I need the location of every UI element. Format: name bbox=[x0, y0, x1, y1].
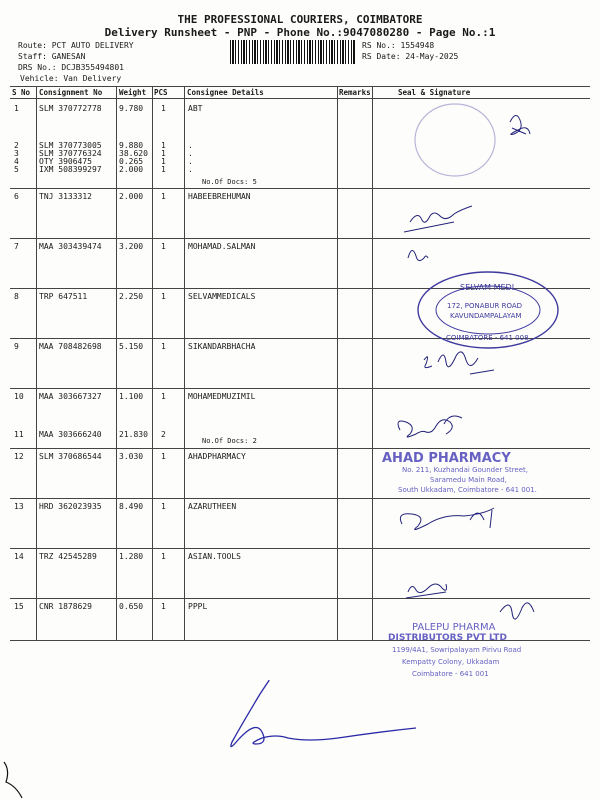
row-wt: 2.250 bbox=[119, 292, 144, 301]
selvam-stamp-address: KAVUNDAMPALAYAM bbox=[450, 312, 522, 320]
row-wt: 5.150 bbox=[119, 342, 144, 351]
row-consignee: AZARUTHEEN bbox=[188, 502, 237, 511]
row-pcs: 1 bbox=[161, 157, 166, 166]
row-cno: SLM 370776324 bbox=[39, 149, 102, 158]
large-signature bbox=[231, 681, 416, 747]
palepu-stamp-address: Coimbatore - 641 001 bbox=[412, 670, 489, 678]
docs-count-note: No.Of Docs: 5 bbox=[202, 178, 257, 186]
row-separator bbox=[10, 388, 590, 389]
runsheet-subtitle: Delivery Runsheet - PNP - Phone No.:9047080280 - Page No.:1 bbox=[104, 26, 496, 39]
row-separator bbox=[10, 598, 590, 599]
row-separator bbox=[10, 498, 590, 499]
row-cno: MAA 303666240 bbox=[39, 430, 102, 439]
row-wt: 21.830 bbox=[119, 430, 148, 439]
row-sno: 14 bbox=[14, 552, 24, 561]
col-divider bbox=[36, 86, 37, 640]
row-sno: 5 bbox=[14, 165, 19, 174]
row-wt: 9.780 bbox=[119, 104, 144, 113]
row-pcs: 1 bbox=[161, 141, 166, 150]
row-sno: 12 bbox=[14, 452, 24, 461]
palepu-stamp-name: PALEPU PHARMA bbox=[412, 622, 496, 633]
row-wt: 0.650 bbox=[119, 602, 144, 611]
row-pcs: 2 bbox=[161, 430, 166, 439]
row-consignee: MOHAMAD.SALMAN bbox=[188, 242, 256, 251]
selvam-stamp-inner bbox=[436, 286, 540, 334]
signature-row13 bbox=[400, 508, 494, 530]
palepu-stamp-address: Kempatty Colony, Ukkadam bbox=[402, 658, 500, 666]
row-sno: 2 bbox=[14, 141, 19, 150]
selvam-stamp-city: COIMBATORE - 641 008 bbox=[446, 334, 529, 342]
drs-number: DRS No.: DCJB355494801 bbox=[18, 63, 124, 72]
row-consignee: HABEEBREHUMAN bbox=[188, 192, 251, 201]
row-wt: 1.100 bbox=[119, 392, 144, 401]
row-sno: 7 bbox=[14, 242, 19, 251]
row-consignee: . bbox=[188, 141, 193, 150]
company-title: THE PROFESSIONAL COURIERS, COIMBATORE bbox=[177, 13, 423, 26]
col-header-pcs: PCS bbox=[154, 88, 168, 97]
row-separator bbox=[10, 238, 590, 239]
docs-count-note: No.Of Docs: 2 bbox=[202, 437, 257, 445]
col-divider bbox=[337, 86, 338, 640]
row-sno: 8 bbox=[14, 292, 19, 301]
row-wt: 38.620 bbox=[119, 149, 148, 158]
row-consignee: SIKANDARBHACHA bbox=[188, 342, 256, 351]
row-sno: 10 bbox=[14, 392, 24, 401]
row-consignee: . bbox=[188, 165, 193, 174]
signature-row9 bbox=[424, 352, 494, 374]
row-pcs: 1 bbox=[161, 392, 166, 401]
col-header-sno: S No bbox=[12, 88, 31, 97]
row-cno: MAA 708482698 bbox=[39, 342, 102, 351]
route-label: Route: PCT AUTO DELIVERY bbox=[18, 41, 134, 50]
row-pcs: 1 bbox=[161, 165, 166, 174]
row-wt: 2.000 bbox=[119, 165, 144, 174]
row-cno: MAA 303667327 bbox=[39, 392, 102, 401]
row-cno: OTY 3906475 bbox=[39, 157, 92, 166]
row-wt: 9.880 bbox=[119, 141, 144, 150]
table-top-border bbox=[10, 86, 590, 87]
row-wt: 3.030 bbox=[119, 452, 144, 461]
col-header-consignment: Consignment No bbox=[39, 88, 103, 97]
row-separator bbox=[10, 288, 590, 289]
row-cno: MAA 303439474 bbox=[39, 242, 102, 251]
row-consignee: ASIAN.TOOLS bbox=[188, 552, 241, 561]
col-header-consignee: Consignee Details bbox=[187, 88, 264, 97]
row-sno: 4 bbox=[14, 157, 19, 166]
rs-number: RS No.: 1554948 bbox=[362, 41, 435, 50]
ahad-stamp-address: Saramedu Main Road, bbox=[430, 476, 507, 484]
row-consignee: . bbox=[188, 157, 193, 166]
signature-row1 bbox=[510, 115, 530, 134]
selvam-stamp-outer bbox=[418, 272, 558, 348]
palepu-stamp-name: DISTRIBUTORS PVT LTD bbox=[388, 633, 507, 643]
row-consignee: AHADPHARMACY bbox=[188, 452, 246, 461]
row-cno: TNJ 3133312 bbox=[39, 192, 92, 201]
row-sno: 9 bbox=[14, 342, 19, 351]
row-wt: 1.280 bbox=[119, 552, 144, 561]
row-pcs: 1 bbox=[161, 192, 166, 201]
row-sno: 1 bbox=[14, 104, 19, 113]
row-wt: 2.000 bbox=[119, 192, 144, 201]
col-header-weight: Weight bbox=[119, 88, 147, 97]
row-consignee: SELVAMMEDICALS bbox=[188, 292, 256, 301]
row-sno: 3 bbox=[14, 149, 19, 158]
row-pcs: 1 bbox=[161, 502, 166, 511]
ahad-stamp-address: No. 211, Kuzhandai Gounder Street, bbox=[402, 466, 529, 474]
row-pcs: 1 bbox=[161, 242, 166, 251]
table-bottom-border bbox=[10, 640, 590, 641]
selvam-stamp-address: 172, PONABUR ROAD bbox=[447, 302, 523, 310]
row-cno: HRD 362023935 bbox=[39, 502, 102, 511]
row-sno: 6 bbox=[14, 192, 19, 201]
row-pcs: 1 bbox=[161, 452, 166, 461]
col-header-seal: Seal & Signature bbox=[398, 88, 471, 97]
row-pcs: 1 bbox=[161, 342, 166, 351]
row-cno: TRP 647511 bbox=[39, 292, 88, 301]
row-pcs: 1 bbox=[161, 149, 166, 158]
signature-row7 bbox=[408, 250, 428, 260]
row-separator bbox=[10, 188, 590, 189]
header-bottom-border bbox=[10, 98, 590, 99]
palepu-stamp-address: 1199/4A1, Sowripalayam Pirivu Road bbox=[392, 646, 522, 654]
row-consignee: MOHAMEDMUZIMIL bbox=[188, 392, 256, 401]
vehicle-label: Vehicle: Van Delivery bbox=[20, 74, 122, 83]
row-sno: 11 bbox=[14, 430, 24, 439]
signature-row15 bbox=[500, 603, 534, 619]
col-divider bbox=[116, 86, 117, 640]
col-header-remarks: Remarks bbox=[339, 88, 371, 97]
row-sno: 15 bbox=[14, 602, 24, 611]
row-consignee: ABT bbox=[188, 104, 203, 113]
row-cno: SLM 370773005 bbox=[39, 141, 102, 150]
row-wt: 0.265 bbox=[119, 157, 144, 166]
col-divider bbox=[152, 86, 153, 640]
col-divider bbox=[184, 86, 185, 640]
row-pcs: 1 bbox=[161, 104, 166, 113]
col-divider bbox=[372, 86, 373, 640]
corner-mark bbox=[4, 762, 22, 798]
row-cno: SLM 370772778 bbox=[39, 104, 102, 113]
row-separator bbox=[10, 548, 590, 549]
row-sno: 13 bbox=[14, 502, 24, 511]
row-pcs: 1 bbox=[161, 292, 166, 301]
row-cno: IXM 508399297 bbox=[39, 165, 102, 174]
signature-row6 bbox=[404, 206, 472, 232]
row-wt: 8.490 bbox=[119, 502, 144, 511]
row-separator bbox=[10, 448, 590, 449]
row-cno: TRZ 42545289 bbox=[39, 552, 97, 561]
row-separator bbox=[10, 338, 590, 339]
ahad-stamp-address: South Ukkadam, Coimbatore - 641 001. bbox=[398, 486, 537, 494]
faint-round-stamp bbox=[415, 104, 495, 176]
row-cno: CNR 1878629 bbox=[39, 602, 92, 611]
selvam-stamp-name: SELVAM MEDI bbox=[460, 283, 515, 292]
signature-row11 bbox=[398, 416, 462, 437]
row-pcs: 1 bbox=[161, 552, 166, 561]
barcode-image bbox=[230, 40, 355, 64]
row-consignee: . bbox=[188, 149, 193, 158]
rs-date: RS Date: 24-May-2025 bbox=[362, 52, 459, 61]
staff-label: Staff: GANESAN bbox=[18, 52, 86, 61]
row-pcs: 1 bbox=[161, 602, 166, 611]
row-wt: 3.200 bbox=[119, 242, 144, 251]
signature-row14 bbox=[406, 584, 447, 598]
row-consignee: PPPL bbox=[188, 602, 208, 611]
row-cno: SLM 370686544 bbox=[39, 452, 102, 461]
ahad-stamp-name: AHAD PHARMACY bbox=[382, 451, 511, 466]
